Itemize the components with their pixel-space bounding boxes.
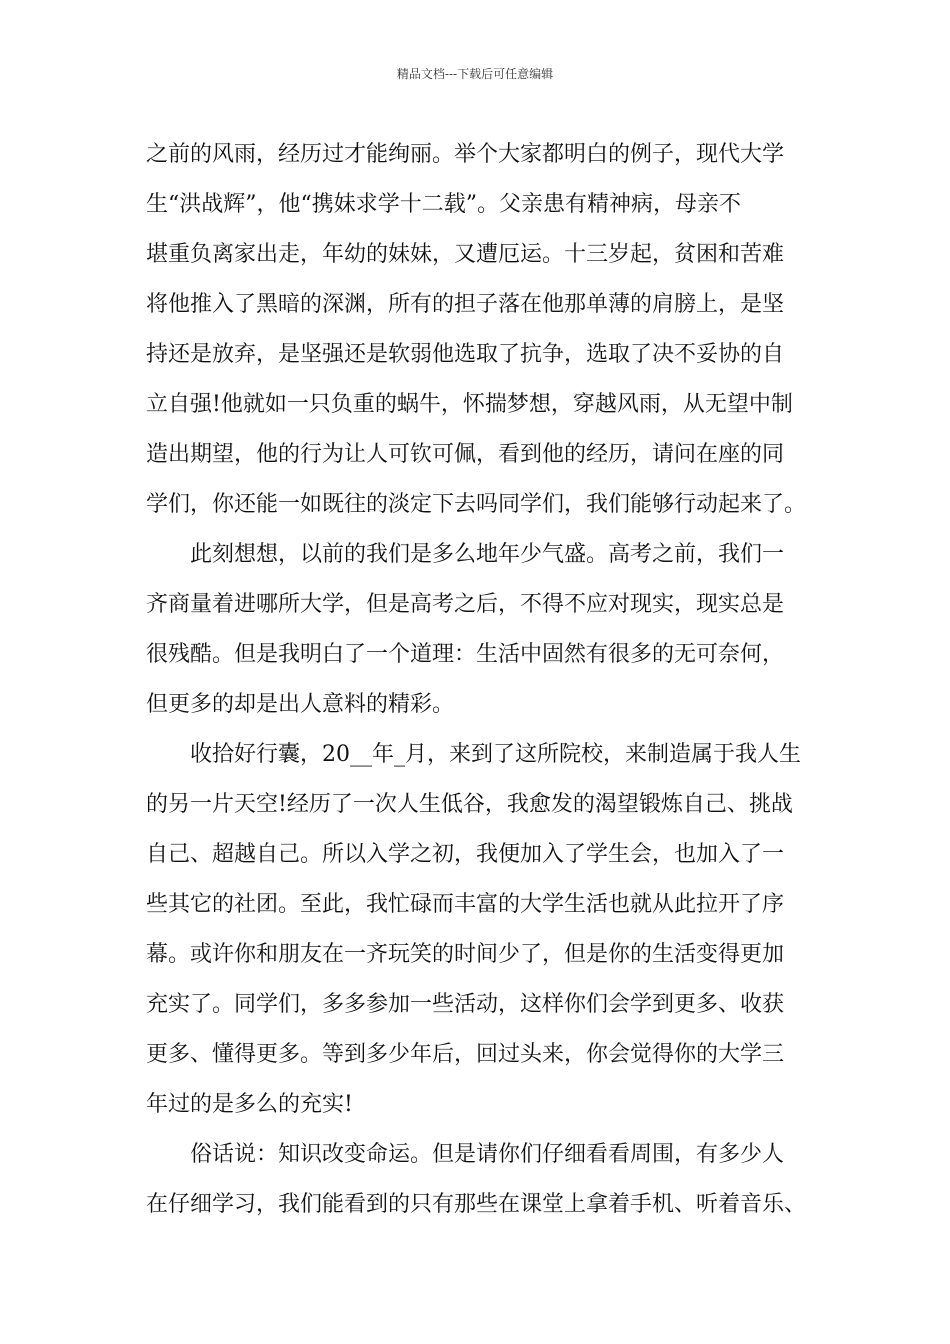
text-line: 在仔细学习，我们能看到的只有那些在课堂上拿着手机、听着音乐、	[146, 1192, 807, 1217]
text-line: 些其它的社团。至此，我忙碌而丰富的大学生活也就从此拉开了序	[146, 892, 785, 917]
text-line: 年过的是多么的充实!	[146, 1092, 353, 1117]
text-line: 幕。或许你和朋友在一齐玩笑的时间少了，但是你的生活变得更加	[146, 942, 785, 967]
text-line: 将他推入了黑暗的深渊，所有的担子落在他那单薄的肩膀上，是坚	[146, 292, 785, 317]
text-line: 更多、懂得更多。等到多少年后，回过头来，你会觉得你的大学三	[146, 1042, 785, 1067]
text-line: 充实了。同学们，多多参加一些活动，这样你们会学到更多、收获	[146, 992, 785, 1017]
paragraph-first-line: 俗话说：知识改变命运。但是请你们仔细看看周围，有多少人	[190, 1142, 785, 1167]
text-line: 持还是放弃，是坚强还是软弱他选取了抗争，选取了决不妥协的自	[146, 342, 785, 367]
text-line: 造出期望，他的行为让人可钦可佩，看到他的经历，请问在座的同	[146, 442, 785, 467]
text-line: 之前的风雨，经历过才能绚丽。举个大家都明白的例子，现代大学	[146, 142, 785, 167]
text-line: 学们，你还能一如既往的淡定下去吗同学们，我们能够行动起来了。	[146, 492, 807, 517]
text-line: 生“洪战辉”，他“携妹求学十二载”。父亲患有精神病，母亲不	[146, 192, 741, 217]
paragraph-first-line: 此刻想想，以前的我们是多么地年少气盛。高考之前，我们一	[190, 542, 785, 567]
text-line: 堪重负离家出走，年幼的妹妹，又遭厄运。十三岁起，贫困和苦难	[146, 242, 785, 267]
text-line: 齐商量着进哪所大学，但是高考之后，不得不应对现实，现实总是	[146, 592, 785, 617]
text-line: 很残酷。但是我明白了一个道理：生活中固然有很多的无可奈何，	[146, 642, 785, 667]
text-line: 立自强!他就如一只负重的蜗牛，怀揣梦想，穿越风雨，从无望中制	[146, 392, 793, 417]
text-line: 自己、超越自己。所以入学之初，我便加入了学生会，也加入了一	[146, 842, 785, 867]
page-header: 精品文档---下载后可任意编辑	[396, 67, 554, 81]
text-line: 但更多的却是出人意料的精彩。	[146, 692, 455, 717]
document-body	[146, 130, 826, 1230]
text-line: 的另一片天空!经历了一次人生低谷，我愈发的渴望锻炼自己、挑战	[146, 792, 793, 817]
paragraph-first-line: 收拾好行囊，20__年_月，来到了这所院校，来制造属于我人生	[190, 742, 801, 767]
